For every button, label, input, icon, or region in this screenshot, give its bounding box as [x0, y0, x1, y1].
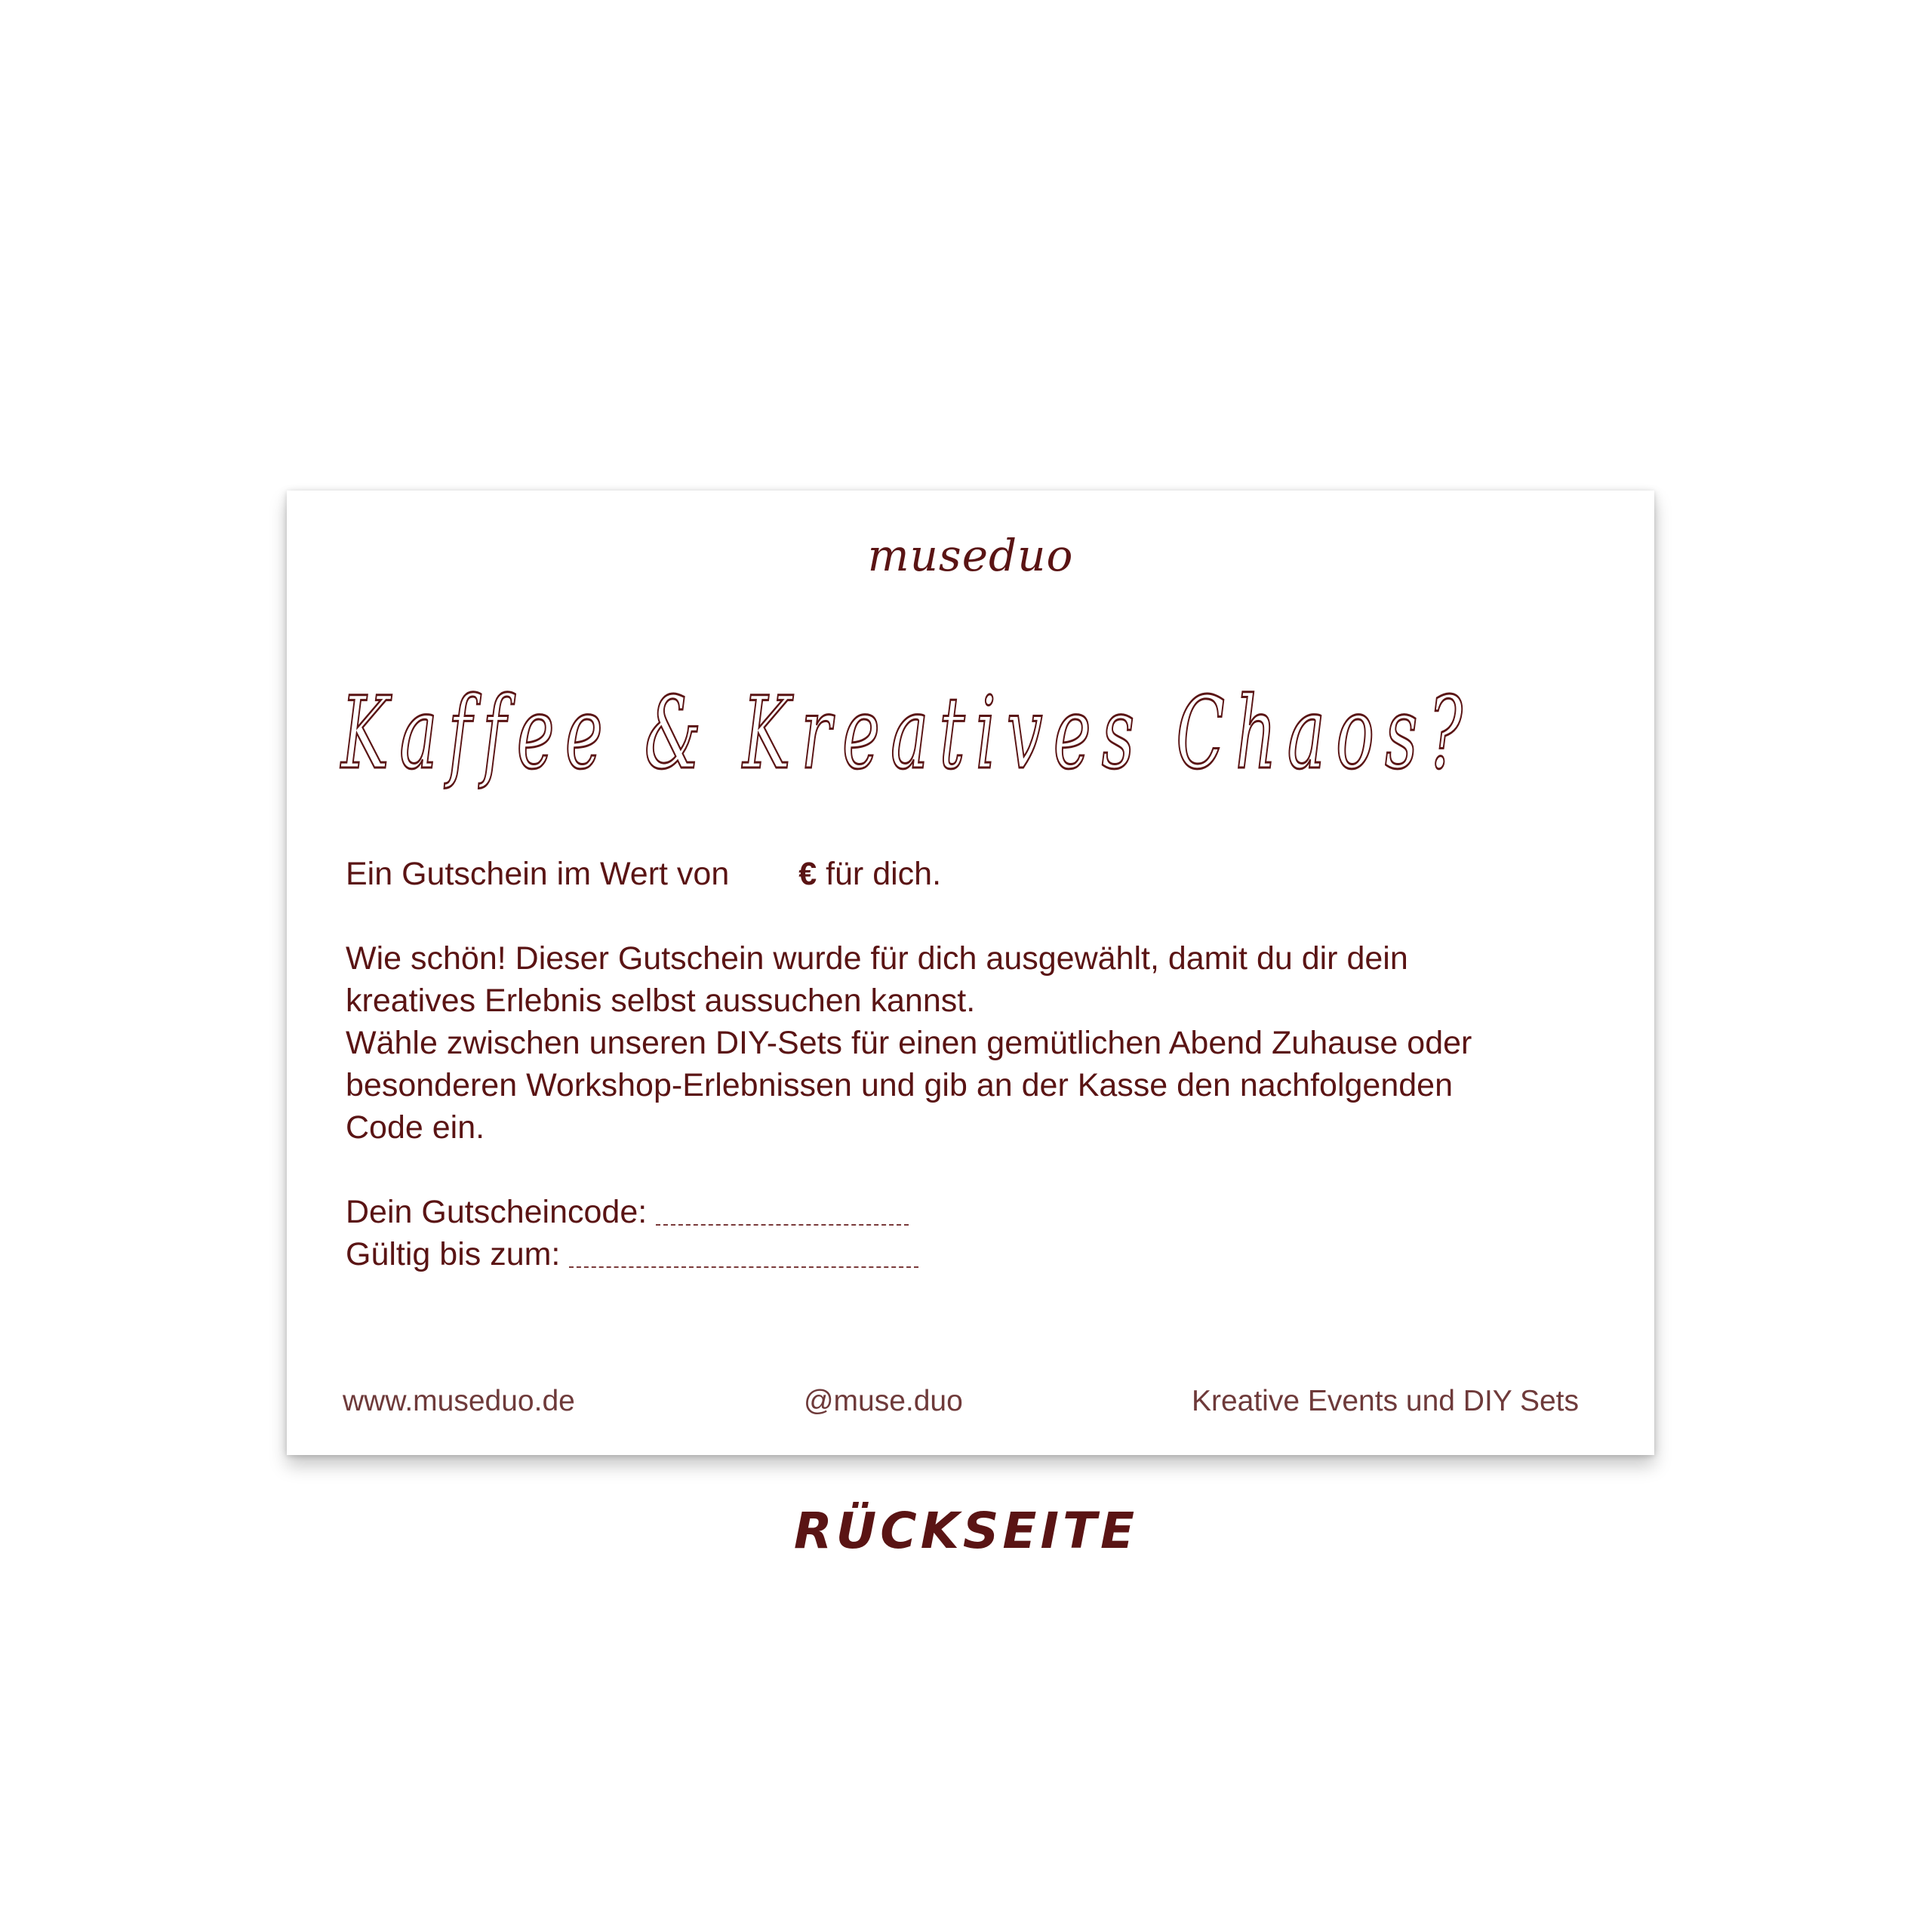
code-row	[346, 1191, 1614, 1233]
valid-label: Gültig bis zum:	[346, 1236, 561, 1272]
voucher-headline	[340, 675, 1624, 796]
voucher-value-line	[346, 853, 1614, 895]
headline-text: Kaffee & Kreatives Chaos?	[340, 675, 1474, 792]
description-line-3: Wähle zwischen unseren DIY-Sets für einen gemütlichen Abend Zuhause oder	[346, 1025, 1472, 1061]
footer-handle: @muse.duo	[803, 1385, 963, 1417]
footer-website: www.museduo.de	[343, 1385, 575, 1417]
voucher-description	[346, 937, 1614, 1149]
value-prefix: Ein Gutschein im Wert von	[346, 856, 730, 892]
description-line-2: kreatives Erlebnis selbst aussuchen kannst.	[346, 983, 976, 1019]
voucher-body	[346, 853, 1614, 1275]
currency-symbol: €	[798, 856, 817, 892]
description-line-5: Code ein.	[346, 1109, 485, 1146]
valid-until-field	[569, 1244, 918, 1268]
voucher-card	[287, 491, 1654, 1455]
code-field	[656, 1201, 909, 1226]
voucher-footer	[343, 1385, 1579, 1418]
page-caption: RÜCKSEITE	[793, 1502, 1139, 1560]
value-suffix: für dich.	[826, 856, 942, 892]
footer-tagline: Kreative Events und DIY Sets	[1191, 1385, 1579, 1417]
headline-outline-text	[340, 675, 1624, 796]
valid-row	[346, 1233, 1614, 1275]
code-label: Dein Gutscheincode:	[346, 1194, 648, 1230]
description-line-4: besonderen Workshop-Erlebnissen und gib an der Kasse den nachfolgenden	[346, 1067, 1453, 1103]
brand-logo: museduo	[867, 530, 1074, 581]
voucher-fields	[346, 1191, 1614, 1275]
description-line-1: Wie schön! Dieser Gutschein wurde für dich ausgewählt, damit du dir dein	[346, 940, 1408, 977]
